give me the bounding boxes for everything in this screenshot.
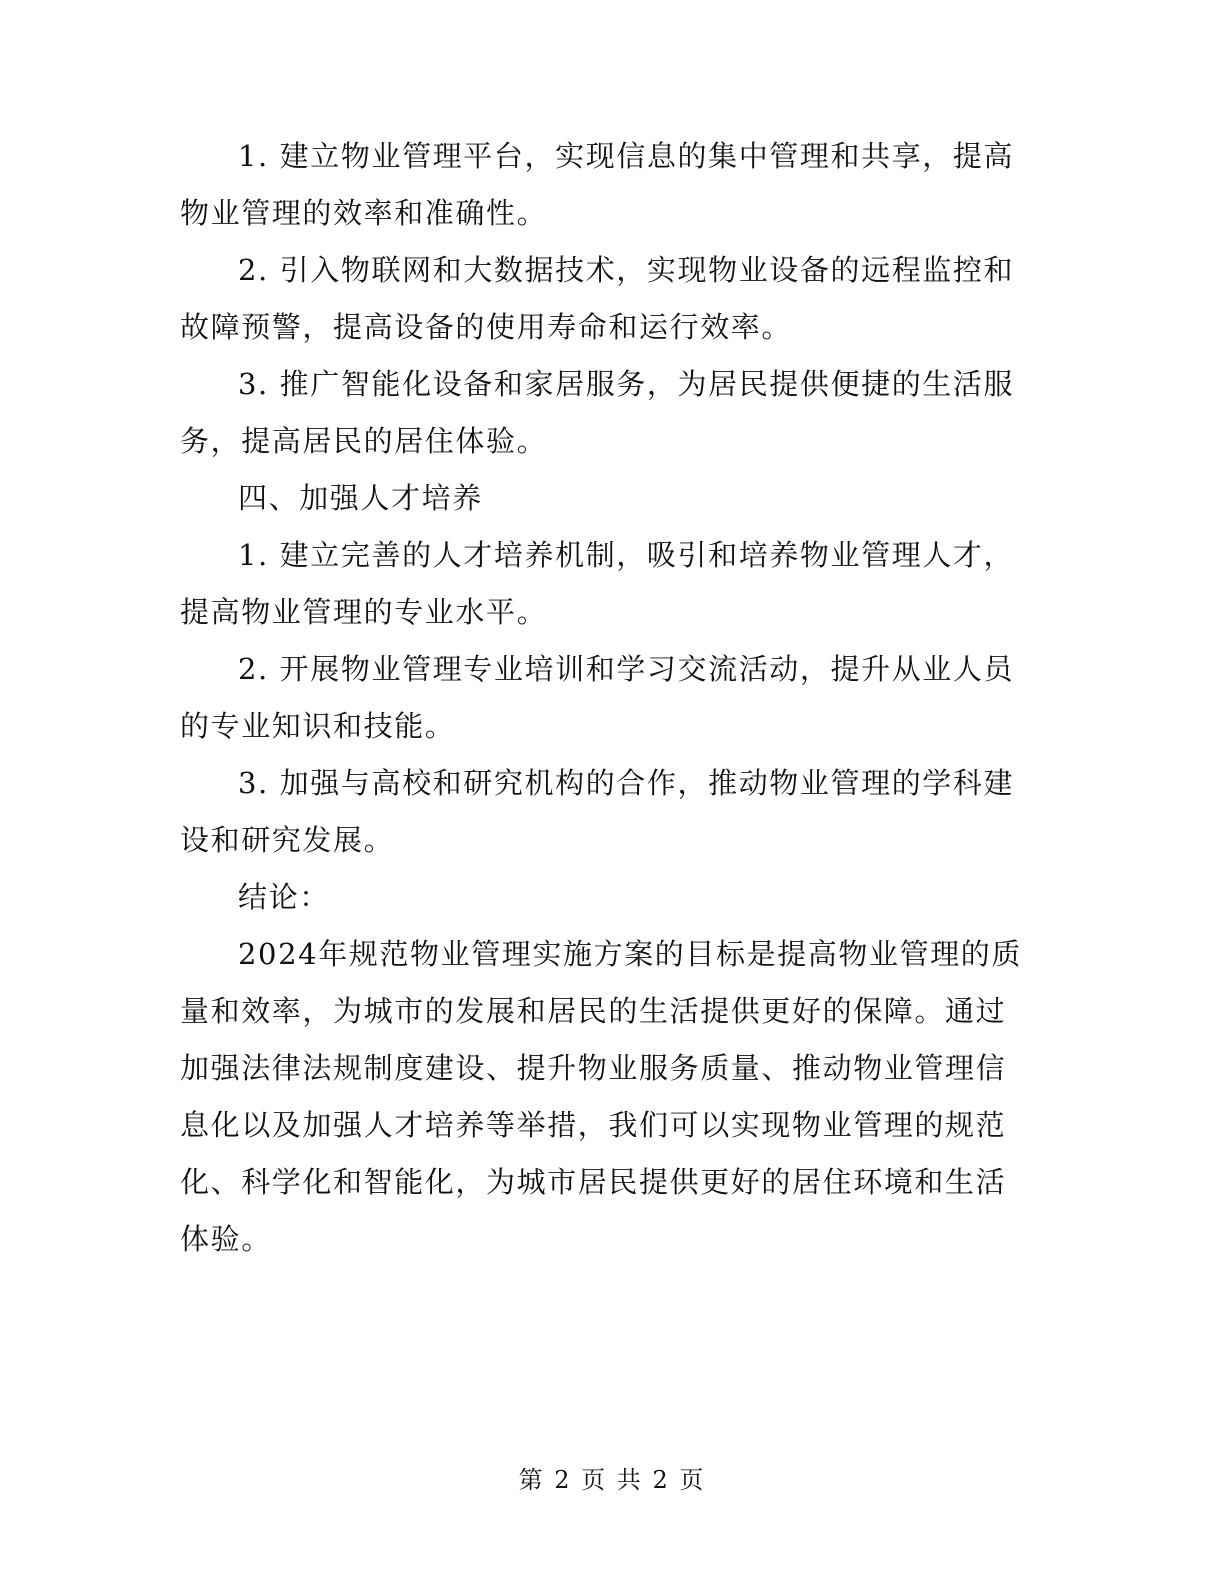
conclusion-heading: 结论： [238,880,330,914]
list-item: 3. 加强与高校和研究机构的合作，推动物业管理的学科建设和研究发展。 [180,766,1015,857]
list-item: 3. 推广智能化设备和家居服务，为居民提供便捷的生活服务，提高居民的居住体验。 [180,367,1015,458]
conclusion-paragraph: 2024年规范物业管理实施方案的目标是提高物业管理的质量和效率，为城市的发展和居民的生活提供更好的保障。通过加强法律法规制度建设、提升物业服务质量、推动物业管理信息化以及加强人才培养等举措，我们可以实现物业管理的规范化、科学化和智能化，为城市居民提供更好的居住环境和生活体验。 [180,937,1023,1256]
document-body [180,128,1030,1268]
section-heading: 四、加强人才培养 [238,481,483,515]
page-footer: 第 2 页 共 2 页 [518,1466,706,1494]
list-item: 2. 引入物联网和大数据技术，实现物业设备的远程监控和故障预警，提高设备的使用寿命和运行效率。 [180,253,1015,344]
list-item: 1. 建立物业管理平台，实现信息的集中管理和共享，提高物业管理的效率和准确性。 [180,139,1015,230]
list-item: 2. 开展物业管理专业培训和学习交流活动，提升从业人员的专业知识和技能。 [180,652,1015,743]
list-item: 1. 建立完善的人才培养机制，吸引和培养物业管理人才，提高物业管理的专业水平。 [180,538,1015,629]
